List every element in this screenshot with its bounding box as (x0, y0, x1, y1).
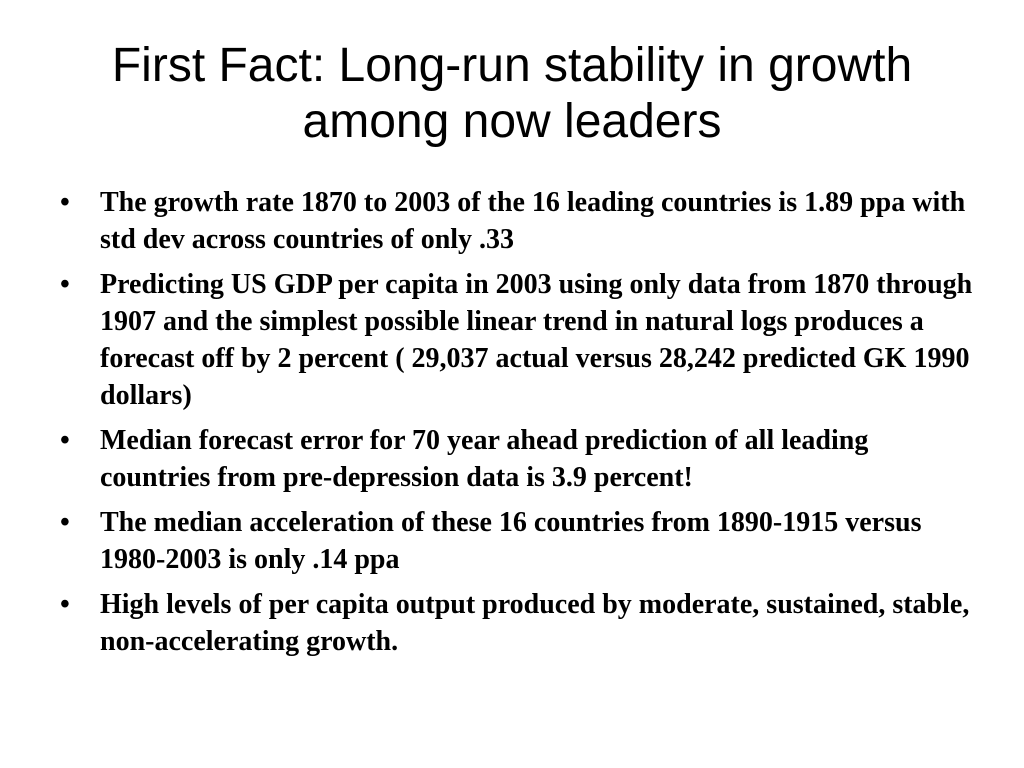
bullet-marker: • (60, 187, 70, 218)
bullet-text: Predicting US GDP per capita in 2003 using only data from 1870 through 1907 and the simplest possible linear trend in natural logs produces a forecast off by 2 percent ( 29,037 actual versus 28,242 predicted GK 1990 dollars) (100, 269, 973, 411)
bullet-item-3 (58, 422, 978, 496)
bullet-item-5 (58, 586, 978, 660)
bullet-text: High levels of per capita output produced by moderate, sustained, stable, non-accelerating growth. (100, 589, 970, 657)
bullet-item-2 (58, 266, 978, 414)
bullet-item-1 (58, 184, 978, 258)
bullet-marker: • (60, 269, 70, 300)
bullet-text: The growth rate 1870 to 2003 of the 16 leading countries is 1.89 ppa with std dev across countries of only .33 (100, 187, 966, 255)
bullet-list (58, 184, 978, 668)
bullet-marker: • (60, 507, 70, 538)
bullet-item-4 (58, 504, 978, 578)
bullet-marker: • (60, 589, 70, 620)
bullet-text: The median acceleration of these 16 countries from 1890-1915 versus 1980-2003 is only .14 ppa (100, 507, 922, 575)
bullet-marker: • (60, 425, 70, 456)
bullet-text: Median forecast error for 70 year ahead prediction of all leading countries from pre-depression data is 3.9 percent! (100, 425, 869, 493)
slide-title: First Fact: Long-run stability in growth among now leaders (111, 39, 913, 148)
